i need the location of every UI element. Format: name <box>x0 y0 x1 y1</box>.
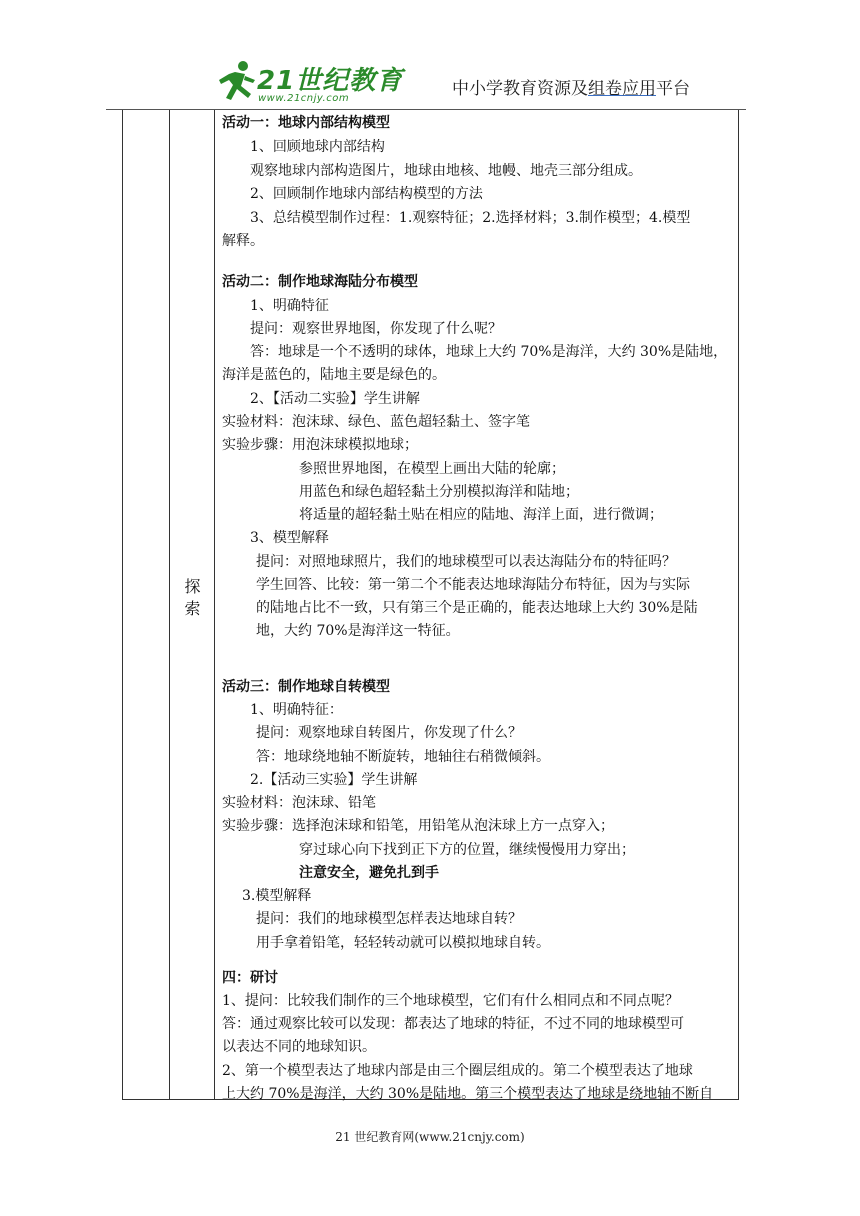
discussion-line: 答：通过观察比较可以发现：都表达了地球的特征，不过不同的地球模型可 <box>222 1016 684 1032</box>
activity3-line: 用手拿着铅笔，轻轻转动就可以模拟地球自转。 <box>256 935 550 951</box>
activity2-line: 用蓝色和绿色超轻黏土分别模拟海洋和陆地； <box>299 484 579 500</box>
activity2-line: 提问：观察世界地图，你发现了什么呢？ <box>250 321 502 337</box>
logo-url: www.21cnjy.com <box>258 93 350 104</box>
activity2-line: 提问：对照地球照片，我们的地球模型可以表达海陆分布的特征吗？ <box>256 554 676 570</box>
activity2-line: 海洋是蓝色的，陆地主要是绿色的。 <box>222 367 446 383</box>
platform-title <box>452 74 690 99</box>
activity2-line: 的陆地占比不一致，只有第三个是正确的，能表达地球上大约 30%是陆 <box>256 600 698 616</box>
activity3-safety-note: 注意安全，避免扎到手 <box>299 865 439 881</box>
activity3-line: 实验材料：泡沫球、铅笔 <box>222 795 376 811</box>
activity1-line: 1、回顾地球内部结构 <box>250 139 385 155</box>
page-header <box>0 0 860 112</box>
platform-title-part3: 平台 <box>656 79 690 99</box>
activity2-line: 参照世界地图，在模型上画出大陆的轮廓； <box>299 461 565 477</box>
activity2-line: 地，大约 70%是海洋这一特征。 <box>256 623 460 639</box>
activity2-line: 将适量的超轻黏土贴在相应的陆地、海洋上面，进行微调； <box>299 507 663 523</box>
activity3-line: 1、明确特征： <box>250 702 343 718</box>
activity3-line: 答：地球绕地轴不断旋转，地轴往右稍微倾斜。 <box>256 749 550 765</box>
activity1-title: 活动一：地球内部结构模型 <box>222 115 390 131</box>
logo-title: 21世纪教育 <box>257 66 404 96</box>
activity3-line: 3.模型解释 <box>242 888 312 904</box>
activity3-title: 活动三：制作地球自转模型 <box>222 679 390 695</box>
activity3-line: 提问：我们的地球模型怎样表达地球自转？ <box>256 911 522 927</box>
discussion-line: 1、提问：比较我们制作的三个地球模型，它们有什么相同点和不同点呢？ <box>222 993 679 1009</box>
activity2-title: 活动二：制作地球海陆分布模型 <box>222 274 418 290</box>
activity1-line: 解释。 <box>222 233 264 249</box>
activity1-line: 3、总结模型制作过程：1.观察特征；2.选择材料；3.制作模型；4.模型 <box>250 210 691 226</box>
activity2-line: 1、明确特征 <box>250 298 329 314</box>
activity2-line: 3、模型解释 <box>250 530 329 546</box>
activity2-line: 答：地球是一个不透明的球体，地球上大约 70%是海洋，大约 30%是陆地， <box>250 344 728 360</box>
activity1-line: 观察地球内部构造图片，地球由地核、地幔、地壳三部分组成。 <box>250 163 642 179</box>
activity2-line: 实验步骤：用泡沫球模拟地球； <box>222 437 418 453</box>
activity3-line: 穿过球心向下找到正下方的位置，继续慢慢用力穿出； <box>299 842 635 858</box>
discussion-title: 四：研讨 <box>222 970 278 986</box>
platform-title-part2: 组卷应用 <box>588 79 656 99</box>
activity2-line: 学生回答、比较：第一第二个不能表达地球海陆分布特征，因为与实际 <box>256 577 690 593</box>
activity3-line: 2.【活动三实验】学生讲解 <box>250 772 418 788</box>
table-column-divider <box>169 110 170 1100</box>
discussion-line: 以表达不同的地球知识。 <box>222 1039 376 1055</box>
discussion-line: 上大约 70%是海洋，大约 30%是陆地。第三个模型表达了地球是绕地轴不断自 <box>222 1086 714 1102</box>
activity2-line: 2、【活动二实验】学生讲解 <box>250 391 420 407</box>
platform-title-part1: 中小学教育资源及 <box>452 79 588 99</box>
activity1-line: 2、回顾制作地球内部结构模型的方法 <box>250 186 483 202</box>
activity3-line: 提问：观察地球自转图片，你发现了什么？ <box>256 725 522 741</box>
activity3-line: 实验步骤：选择泡沫球和铅笔，用铅笔从泡沫球上方一点穿入； <box>222 818 614 834</box>
discussion-line: 2、第一个模型表达了地球内部是由三个圈层组成的。第二个模型表达了地球 <box>222 1063 693 1079</box>
table-column-divider <box>214 110 215 1100</box>
page-footer: 21 世纪教育网(www.21cnjy.com) <box>335 1130 525 1144</box>
activity2-line: 实验材料：泡沫球、绿色、蓝色超轻黏土、签字笔 <box>222 414 530 430</box>
stage-label: 探索 <box>182 578 201 622</box>
